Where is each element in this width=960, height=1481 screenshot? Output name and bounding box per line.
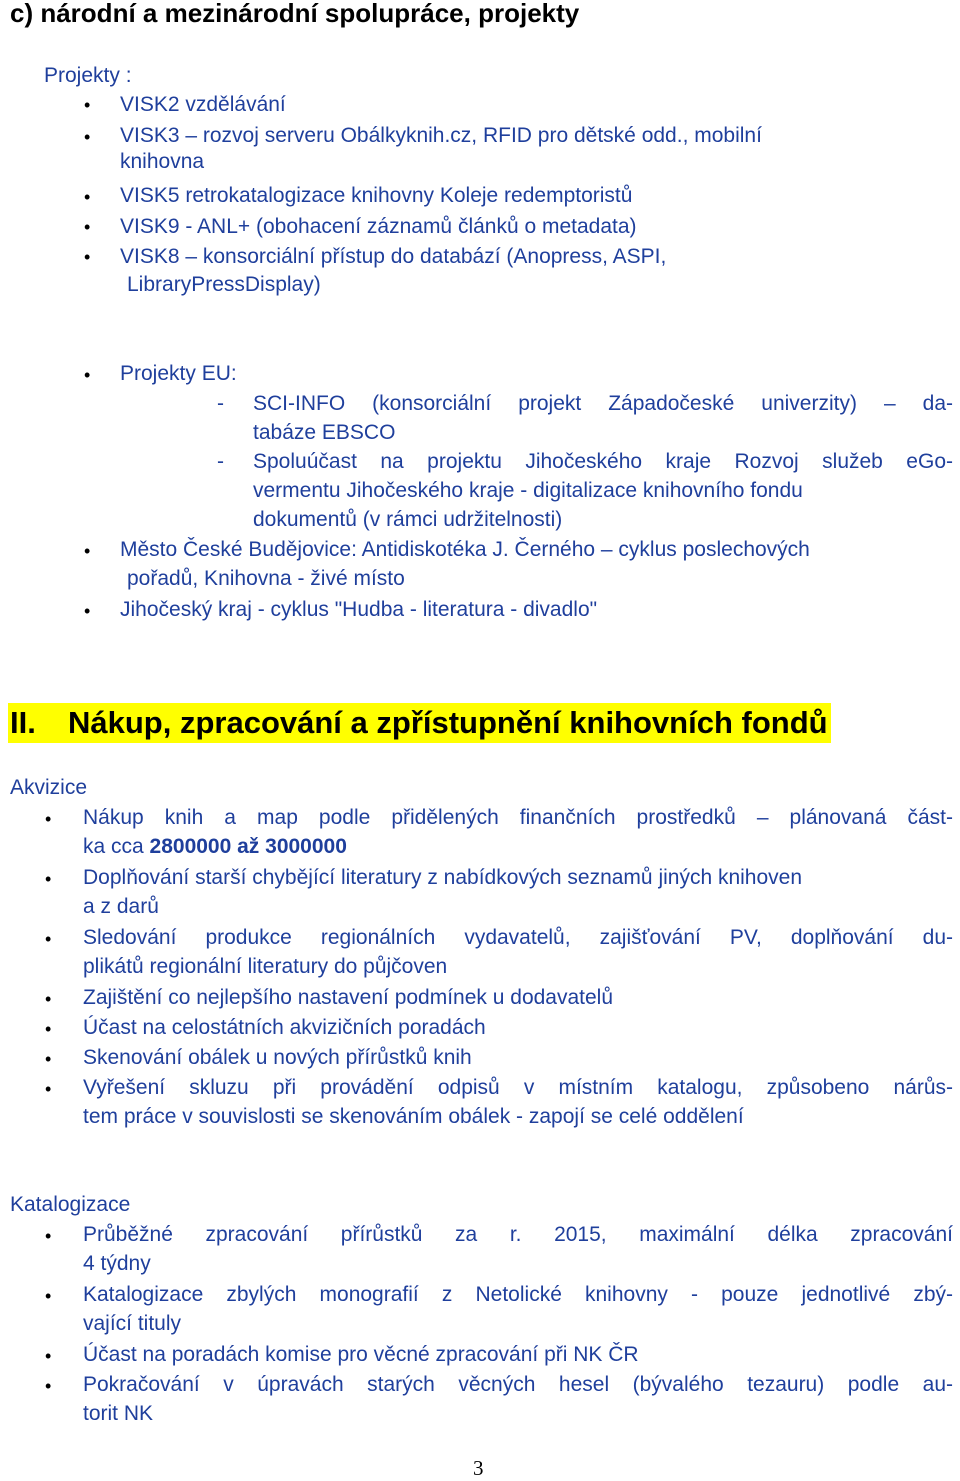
acquisition-item-line: tem práce v souvislosti se skenováním obálek - zapojí se celé oddělení: [83, 1105, 744, 1128]
list-item: VISK9 - ANL+ (obohacení záznamů článků o metadata): [120, 215, 637, 238]
dash-marker: -: [217, 450, 224, 473]
projects-label: Projekty :: [44, 64, 132, 87]
cataloguing-item-line: Průběžné zpracování přírůstků za r. 2015, maximální délka zpracování: [83, 1223, 953, 1246]
bullet-icon: [84, 597, 90, 626]
bullet-icon: [45, 1222, 51, 1251]
cataloguing-item-line: Katalogizace zbylých monografií z Netolické knihovny - pouze jednotlivé zbý-: [83, 1283, 953, 1306]
bullet-icon: [45, 1075, 51, 1104]
bullet-icon: [45, 1282, 51, 1311]
acquisition-item-line: Účast na celostátních akvizičních poradách: [83, 1016, 486, 1039]
bullet-icon: [84, 361, 90, 390]
bullet-icon: [84, 183, 90, 212]
bullet-icon: [84, 213, 90, 242]
planned-amount: 2800000 až 3000000: [149, 835, 347, 858]
acquisition-item-line: Nákup knih a map podle přidělených finančních prostředků – plánovaná část-: [83, 806, 953, 829]
bullet-icon: [45, 1045, 51, 1074]
acquisition-item-text: ka cca: [83, 835, 150, 858]
list-item: knihovna: [120, 150, 205, 173]
section-heading: c) národní a mezinárodní spolupráce, projekty: [10, 0, 580, 28]
bullet-icon: [45, 1342, 51, 1371]
bullet-icon: [84, 243, 90, 272]
section-number: II.: [10, 705, 36, 740]
cataloguing-item-line: 4 týdny: [83, 1252, 151, 1275]
section-title: Nákup, zpracování a zpřístupnění knihovních fondů: [68, 705, 828, 740]
bullet-icon: [45, 805, 51, 834]
section-ii-heading: [8, 703, 831, 743]
list-item: VISK5 retrokatalogizace knihovny Koleje redemptoristů: [120, 184, 633, 207]
bullet-icon: [45, 865, 51, 894]
list-item: VISK8 – konsorciální přístup do databází (Anopress, ASPI,: [120, 245, 667, 268]
cataloguing-item-line: torit NK: [83, 1402, 154, 1425]
eu-item-line: tabáze EBSCO: [253, 421, 396, 444]
list-item: VISK3 – rozvoj serveru Obálkyknih.cz, RFID pro dětské odd., mobilní: [120, 124, 762, 147]
acquisition-item-line: [83, 832, 347, 861]
list-item: Město České Budějovice: Antidiskotéka J. Černého – cyklus poslechových: [120, 538, 810, 561]
acquisition-item-line: plikátů regionální literatury do půjčoven: [83, 955, 448, 978]
cataloguing-item-line: vající tituly: [83, 1312, 182, 1335]
list-item: VISK2 vzdělávání: [120, 93, 286, 116]
bullet-icon: [84, 537, 90, 566]
acquisition-item-line: Vyřešení skluzu při provádění odpisů v místním katalogu, způsobeno nárůs-: [83, 1076, 953, 1099]
eu-item-line: vermentu Jihočeského kraje - digitalizace knihovního fondu: [253, 479, 803, 502]
bullet-icon: [45, 1372, 51, 1401]
acquisition-item-line: Doplňování starší chybějící literatury z nabídkových seznamů jiných knihoven: [83, 866, 803, 889]
eu-item-line: SCI-INFO (konsorciální projekt Západočeské univerzity) – da-: [253, 392, 953, 415]
list-item: pořadů, Knihovna - živé místo: [127, 567, 405, 590]
cataloguing-heading: Katalogizace: [10, 1193, 131, 1216]
eu-item-line: Spoluúčast na projektu Jihočeského kraje Rozvoj služeb eGo-: [253, 450, 953, 473]
acquisition-item-line: a z darů: [83, 895, 159, 918]
bullet-icon: [45, 925, 51, 954]
eu-label: Projekty EU:: [120, 362, 237, 385]
bullet-icon: [45, 985, 51, 1014]
acquisition-heading: Akvizice: [10, 776, 88, 799]
cataloguing-item-line: Účast na poradách komise pro věcné zpracování při NK ČR: [83, 1343, 639, 1366]
dash-marker: -: [217, 392, 224, 415]
acquisition-item-line: Zajištění co nejlepšího nastavení podmínek u dodavatelů: [83, 986, 614, 1009]
bullet-icon: [84, 123, 90, 152]
list-item: Jihočeský kraj - cyklus "Hudba - literatura - divadlo": [120, 598, 598, 621]
acquisition-item-line: Skenování obálek u nových přírůstků knih: [83, 1046, 472, 1069]
list-item: LibraryPressDisplay): [127, 273, 321, 296]
page-number: 3: [473, 1456, 484, 1480]
bullet-icon: [45, 1015, 51, 1044]
acquisition-item-line: Sledování produkce regionálních vydavatelů, zajišťování PV, doplňování du-: [83, 926, 953, 949]
bullet-icon: [84, 91, 90, 120]
cataloguing-item-line: Pokračování v úpravách starých věcných hesel (bývalého tezauru) podle au-: [83, 1373, 953, 1396]
eu-item-line: dokumentů (v rámci udržitelnosti): [253, 508, 563, 531]
